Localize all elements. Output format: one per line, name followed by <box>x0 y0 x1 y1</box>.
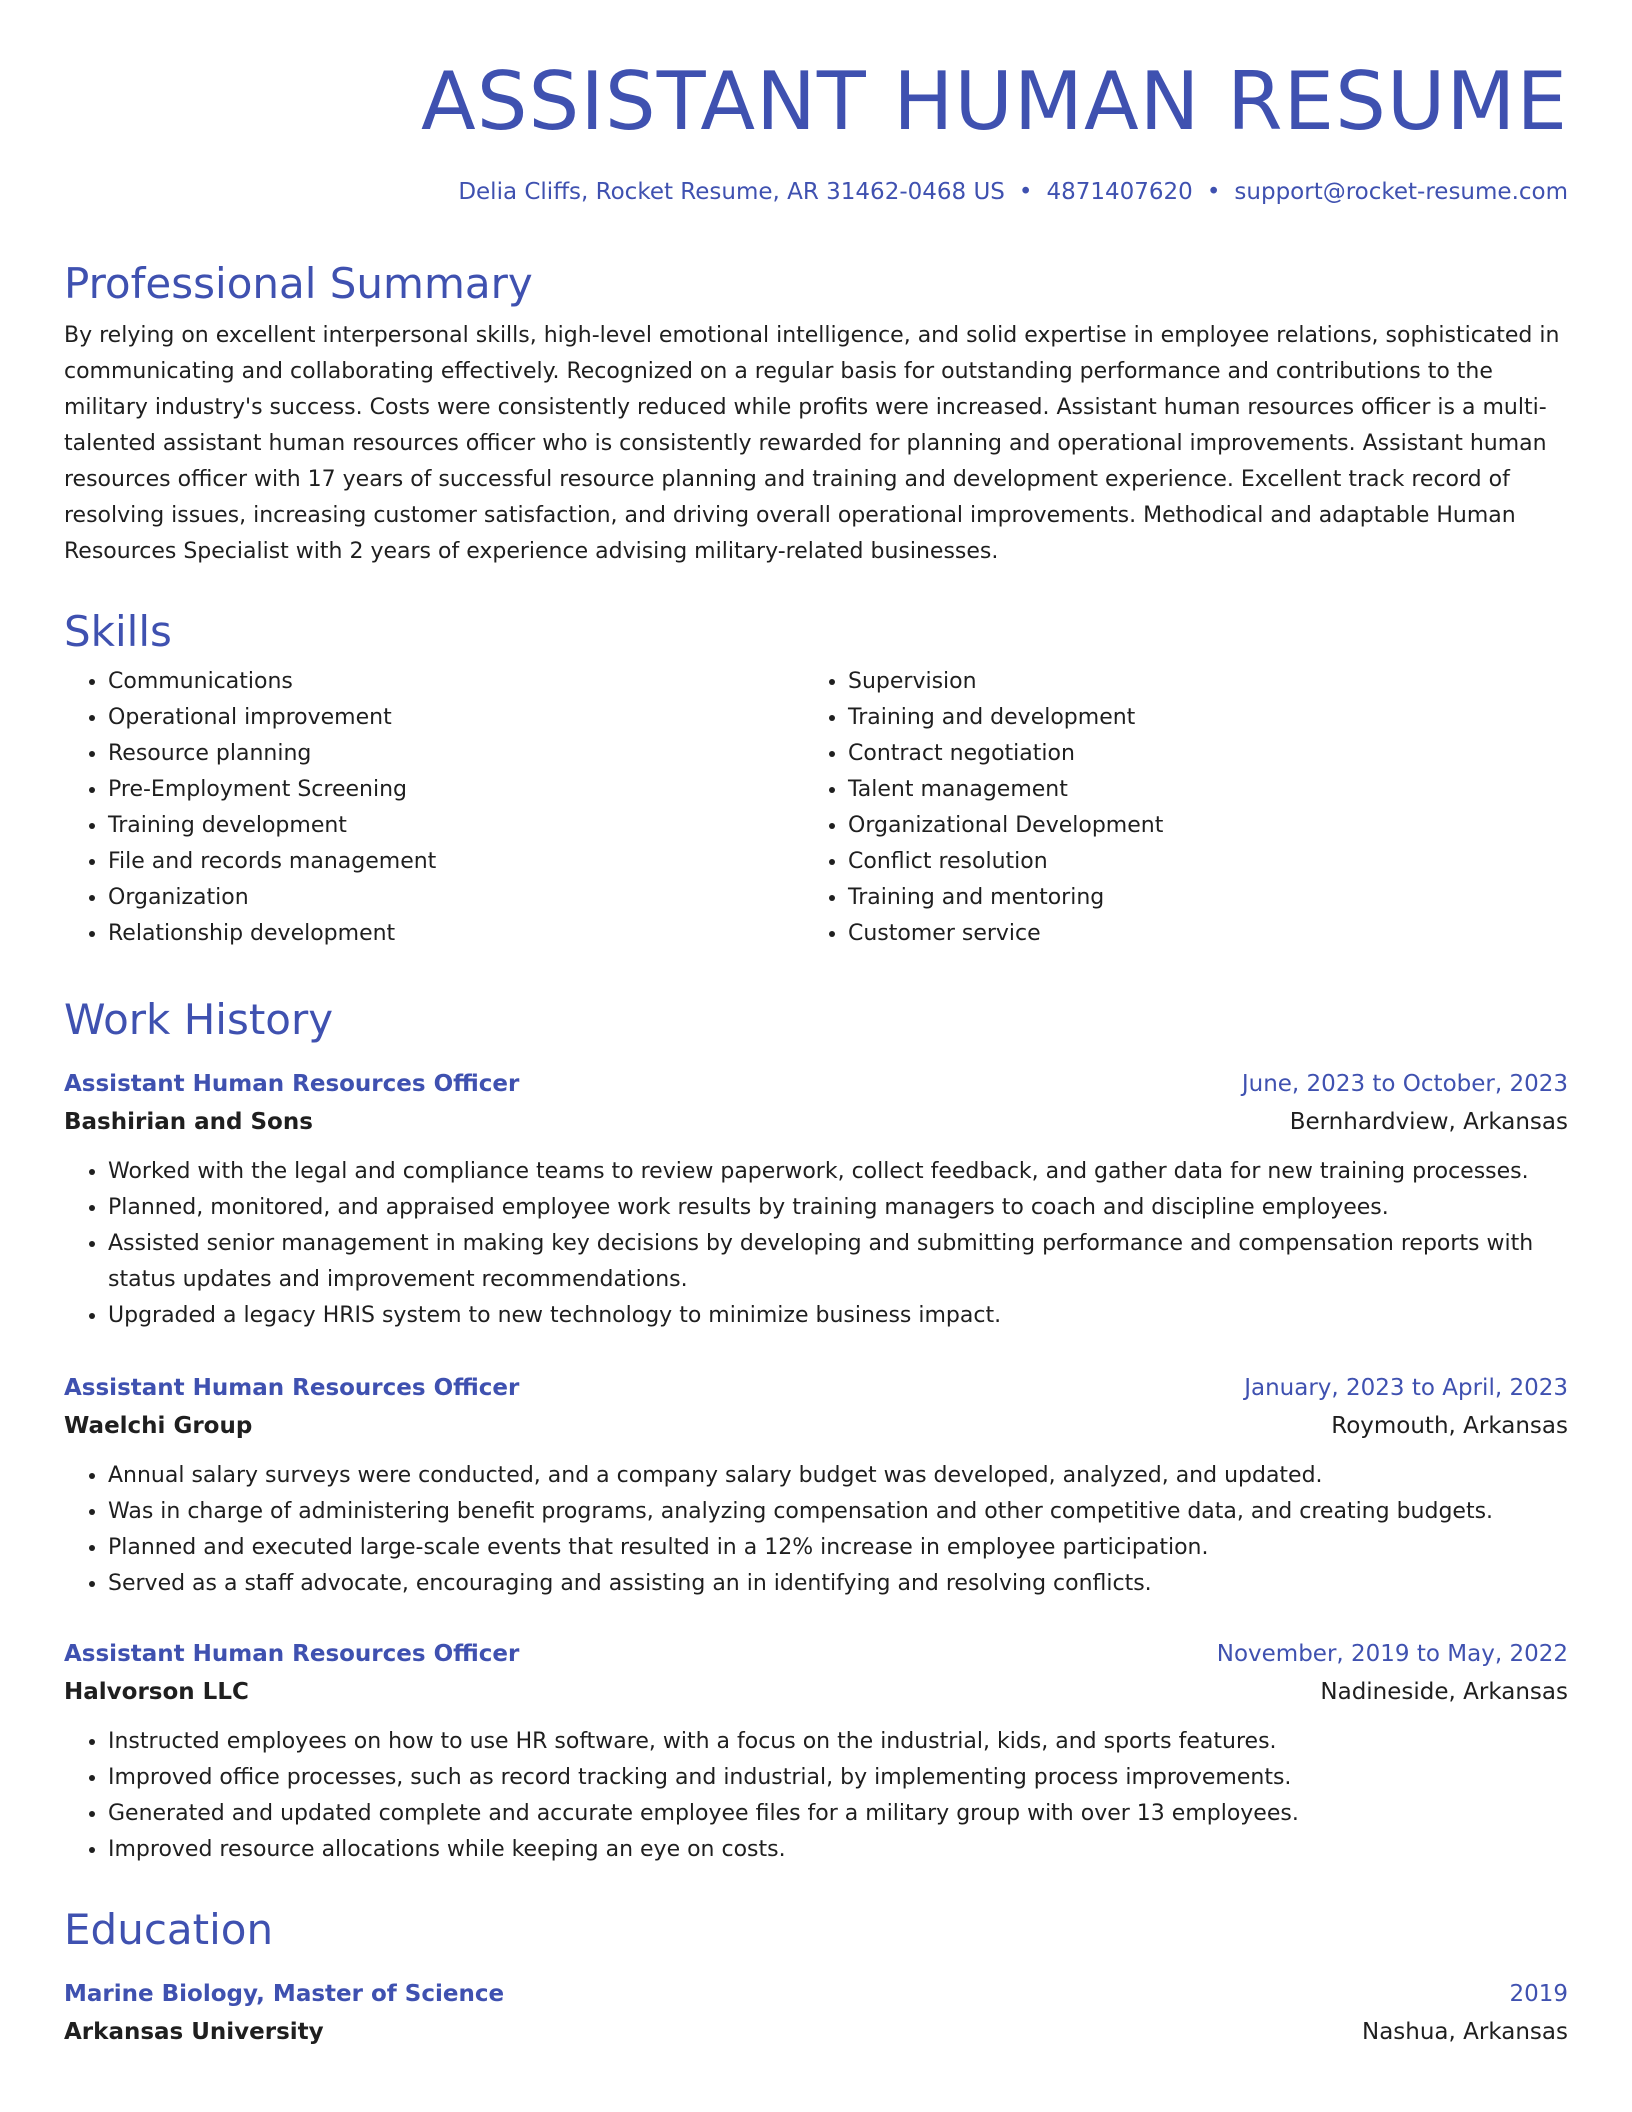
skill-item: • Pre-Employment Screening <box>108 772 804 808</box>
work-heading: Work History <box>64 995 334 1044</box>
job-bullet: • Worked with the legal and compliance teams to review paperwork, collect feedback, and gather data for new training processes. <box>108 1154 1568 1190</box>
job-bullet: • Served as a staff advocate, encouraging and assisting an in identifying and resolving conflicts. <box>108 1566 1568 1602</box>
summary-section <box>64 258 1568 570</box>
job-bullet: • Upgraded a legacy HRIS system to new technology to minimize business impact. <box>108 1298 1568 1334</box>
education-year: 2019 <box>1509 1981 1568 2007</box>
job-bullet: • Generated and updated complete and accurate employee files for a military group with over 13 employees. <box>108 1796 1568 1832</box>
skill-item: • Organizational Development <box>848 808 1564 844</box>
job-bullet: • Improved resource allocations while keeping an eye on costs. <box>108 1832 1568 1868</box>
job-bullet: • Assisted senior management in making key decisions by developing and submitting performance and compensation reports with status updates and improvement recommendations. <box>108 1226 1568 1298</box>
skill-item: • Customer service <box>848 916 1564 952</box>
job-header <box>64 1066 1568 1102</box>
resume-title: ASSISTANT HUMAN RESUME <box>421 55 1568 148</box>
skill-item: • Organization <box>108 880 804 916</box>
job-entry <box>64 1066 1568 1334</box>
education-entry <box>64 1976 1568 2052</box>
job-bullet: • Annual salary surveys were conducted, and a company salary budget was developed, analyzed, and updated. <box>108 1458 1568 1494</box>
skills-heading: Skills <box>64 607 172 656</box>
job-location: Nadineside, Arkansas <box>1320 1679 1568 1705</box>
contact-separator: • <box>1206 179 1221 205</box>
job-entry <box>64 1636 1568 1868</box>
job-subheader <box>64 1406 1568 1446</box>
skill-item: • Training and mentoring <box>848 880 1564 916</box>
job-subheader <box>64 1672 1568 1712</box>
education-location: Nashua, Arkansas <box>1362 2019 1568 2045</box>
education-subheader <box>64 2012 1568 2052</box>
job-dates: January, 2023 to April, 2023 <box>1244 1375 1568 1401</box>
contact-phone: 4871407620 <box>1046 179 1193 205</box>
job-role: Assistant Human Resources Officer <box>64 1071 520 1097</box>
contact-separator: • <box>1018 179 1033 205</box>
skill-item: • Training development <box>108 808 804 844</box>
skill-item: • Operational improvement <box>108 700 804 736</box>
job-bullet: • Instructed employees on how to use HR software, with a focus on the industrial, kids, and sports features. <box>108 1724 1568 1760</box>
skill-item: • Training and development <box>848 700 1564 736</box>
job-bullets <box>64 1458 1568 1602</box>
job-header <box>64 1636 1568 1672</box>
job-company: Waelchi Group <box>64 1413 253 1439</box>
skill-item: • Contract negotiation <box>848 736 1564 772</box>
skills-list-right <box>804 664 1564 952</box>
skill-item: • Relationship development <box>108 916 804 952</box>
skills-grid <box>64 664 1568 952</box>
contact-address: Delia Cliffs, Rocket Resume, AR 31462-0468 US <box>458 179 1005 205</box>
summary-text: By relying on excellent interpersonal skills, high-level emotional intelligence, and solid expertise in employee relations, sophisticated in communicating and collaborating effectively. Recognized on a regular basis for outstanding performance and contributions to the military industry's success. Costs were consistently reduced while profits were increased. Assistant human resources officer is a multi-talented assistant human resources officer who is consistently rewarded for planning and operational improvements. Assistant human resources officer with 17 years of successful resource planning and training and development experience. Excellent track record of resolving issues, increasing customer satisfaction, and driving overall operational improvements. Methodical and adaptable Human Resources Specialist with 2 years of experience advising military-related businesses. <box>64 323 1560 564</box>
skill-item: • Resource planning <box>108 736 804 772</box>
job-dates: June, 2023 to October, 2023 <box>1241 1071 1568 1097</box>
job-header <box>64 1370 1568 1406</box>
skill-item: • Talent management <box>848 772 1564 808</box>
skill-item: • Supervision <box>848 664 1564 700</box>
job-bullet: • Improved office processes, such as record tracking and industrial, by implementing process improvements. <box>108 1760 1568 1796</box>
education-header <box>64 1976 1568 2012</box>
education-heading: Education <box>64 1905 274 1954</box>
contact-email[interactable]: support@rocket-resume.com <box>1234 179 1568 205</box>
skill-item: • Conflict resolution <box>848 844 1564 880</box>
job-bullets <box>64 1154 1568 1334</box>
job-bullet: • Planned and executed large-scale events that resulted in a 12% increase in employee participation. <box>108 1530 1568 1566</box>
skills-list-left <box>64 664 804 952</box>
summary-heading: Professional Summary <box>64 259 533 308</box>
education-school: Arkansas University <box>64 2019 324 2045</box>
job-entry <box>64 1370 1568 1602</box>
contact-line <box>458 176 1568 208</box>
job-subheader <box>64 1102 1568 1142</box>
job-location: Roymouth, Arkansas <box>1331 1413 1568 1439</box>
skills-section <box>64 606 1568 952</box>
job-role: Assistant Human Resources Officer <box>64 1641 520 1667</box>
job-company: Bashirian and Sons <box>64 1109 313 1135</box>
skill-item: • File and records management <box>108 844 804 880</box>
job-location: Bernhardview, Arkansas <box>1289 1109 1568 1135</box>
skill-item: • Communications <box>108 664 804 700</box>
education-degree: Marine Biology, Master of Science <box>64 1981 505 2007</box>
job-bullet: • Planned, monitored, and appraised employee work results by training managers to coach and discipline employees. <box>108 1190 1568 1226</box>
job-bullets <box>64 1724 1568 1868</box>
job-company: Halvorson LLC <box>64 1679 249 1705</box>
job-dates: November, 2019 to May, 2022 <box>1216 1641 1568 1667</box>
job-role: Assistant Human Resources Officer <box>64 1375 520 1401</box>
job-bullet: • Was in charge of administering benefit programs, analyzing compensation and other competitive data, and creating budgets. <box>108 1494 1568 1530</box>
